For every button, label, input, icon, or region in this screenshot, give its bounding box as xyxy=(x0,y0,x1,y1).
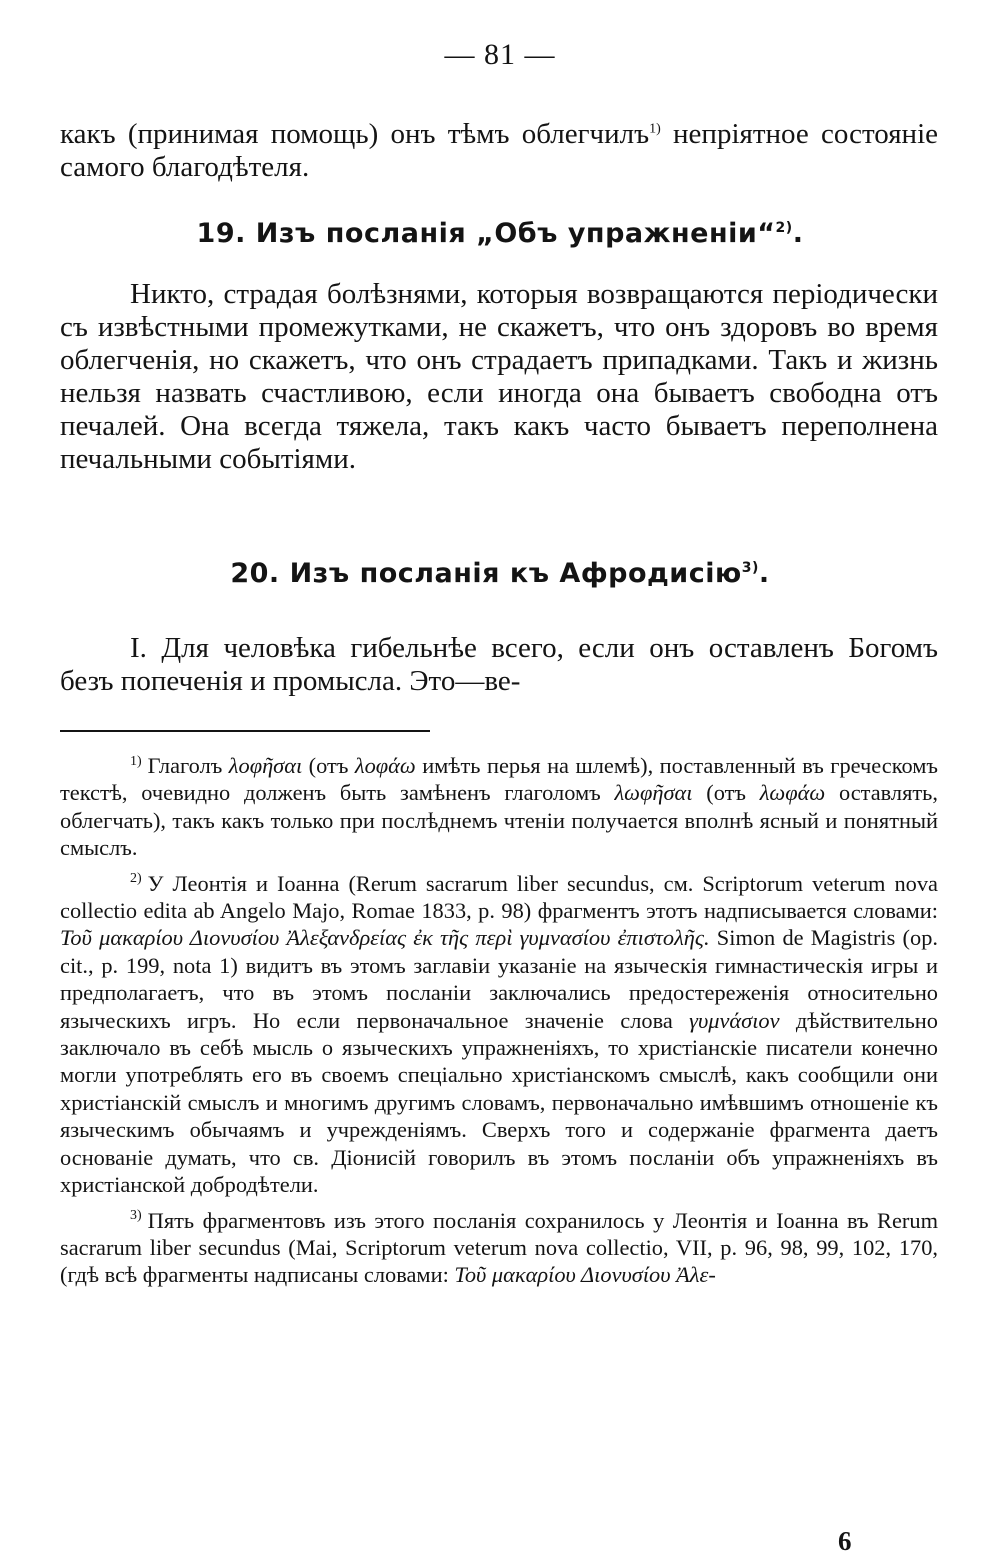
footnote-text: (отъ xyxy=(692,780,760,806)
footnotes xyxy=(60,752,938,1297)
continued-paragraph xyxy=(60,118,938,184)
greek-quote: Τοῦ μακαρίου Διονυσίου Ἀλε- xyxy=(454,1262,716,1288)
section-19-body xyxy=(60,278,938,476)
greek-quote: γυμνάσιον xyxy=(689,1007,780,1033)
section-20-body xyxy=(60,632,938,698)
greek-quote: λωφῆσαι xyxy=(614,780,693,806)
footnote xyxy=(60,752,938,862)
footnote-text: оставлять, облегчать), такъ какъ только при послѣднемъ чтеніи получается вполнѣ ясный и понятный смыслъ. xyxy=(60,780,938,861)
section-heading-20 xyxy=(0,558,1000,589)
signature-mark: 6 xyxy=(838,1526,852,1556)
footnote-text: дѣйствительно заключало въ себѣ мысль о языческихъ упражненіяхъ, то христіанскіе писатели конечно могли употреблять его въ своемъ спеціально христіанскомъ смыслѣ, какъ сообщили они христіанскій смыслъ и многимъ другимъ словамъ, первоначально имѣвшимъ отношеніе къ языческимъ обычаямъ и учрежденіямъ. Сверхъ того и содержаніе фрагмента даетъ основаніе думать, что св. Діонисій говорилъ въ этомъ посланіи объ упражненіяхъ въ христіанской добродѣтели. xyxy=(60,1007,938,1198)
footnote-mark: 3) xyxy=(130,1208,142,1224)
paragraph: Никто, страдая болѣзнями, которыя возвращаются періодически съ извѣстными промежутками, не скажетъ, что онъ здоровъ во время облегченія, но скажетъ, что онъ страдаетъ припадками. Такъ и жизнь нельзя назвать счастливою, если иногда она бываетъ свободна отъ печалей. Она всегда тяжела, такъ какъ часто бываетъ переполнена печальными событіями. xyxy=(60,278,938,475)
greek-quote: λοφάω xyxy=(354,753,416,778)
paragraph: I. Для человѣка гибельнѣе всего, если онъ оставленъ Богомъ безъ попеченія и промысла. Это—ве- xyxy=(60,632,938,697)
paragraph-text: непріятное состояніе самого благодѣтеля. xyxy=(60,118,938,183)
footnote-text: У Леонтія и Іоанна (Rerum sacrarum liber secundus, см. Scriptorum veterum nova collectio edita ab Angelo Majo, Romae 1833, p. 98) фрагментъ этотъ надписывается словами: xyxy=(60,870,938,924)
footnote-divider xyxy=(60,730,430,732)
footnote-text: имѣть перья на шлемѣ), поставленный въ греческомъ текстѣ, очевидно долженъ быть замѣненъ глаголомъ xyxy=(60,753,938,806)
footnote-mark: 2) xyxy=(130,871,142,887)
footnote-text: Пять фрагментовъ изъ этого посланія сохранилось у Леонтія и Іоанна въ Rerum sacrarum liber secundus (Mai, Scriptorum veterum nova collectio, VII, p. 96, 98, 99, 102, 170, (гдѣ всѣ фрагменты надписаны словами: xyxy=(60,1207,938,1288)
footnote-text: (отъ xyxy=(302,753,355,778)
greek-quote: λοφῆσαι xyxy=(228,753,303,778)
greek-quote: Τοῦ μακαρίου Διονυσίου Ἀλεξανδρείας ἐκ τῆς περὶ γυμνασίου ἐπιστολῆς. xyxy=(60,925,710,951)
footnote-ref: 2) xyxy=(775,220,793,236)
paragraph-text: какъ (принимая помощь) онъ тѣмъ облегчилъ xyxy=(60,118,650,150)
section-heading-19 xyxy=(0,218,1000,249)
footnote-ref: 1) xyxy=(649,121,661,137)
heading-text: 19. Изъ посланія „Объ упражненіи“ xyxy=(196,218,776,249)
footnote xyxy=(60,1207,938,1289)
footnote-mark: 1) xyxy=(130,753,142,769)
footnote-text: Глаголъ xyxy=(147,753,229,778)
greek-quote: λωφάω xyxy=(759,780,826,806)
heading-text: 20. Изъ посланія къ Афродисію xyxy=(230,558,742,589)
footnote xyxy=(60,870,938,1199)
footnote-text: Simon de Magistris (op. cit., p. 199, nota 1) видитъ въ этомъ заглавіи указаніе на языческія гимнастическія игры и предполагаетъ, что въ этомъ посланіи заключались предостереженія относительно языческихъ игръ. Но если первоначальное значеніе слова xyxy=(60,925,938,1033)
heading-punctuation: . xyxy=(792,218,804,249)
page-number: — 81 — xyxy=(444,38,556,71)
heading-punctuation: . xyxy=(758,558,770,589)
footnote-ref: 3) xyxy=(741,560,759,576)
